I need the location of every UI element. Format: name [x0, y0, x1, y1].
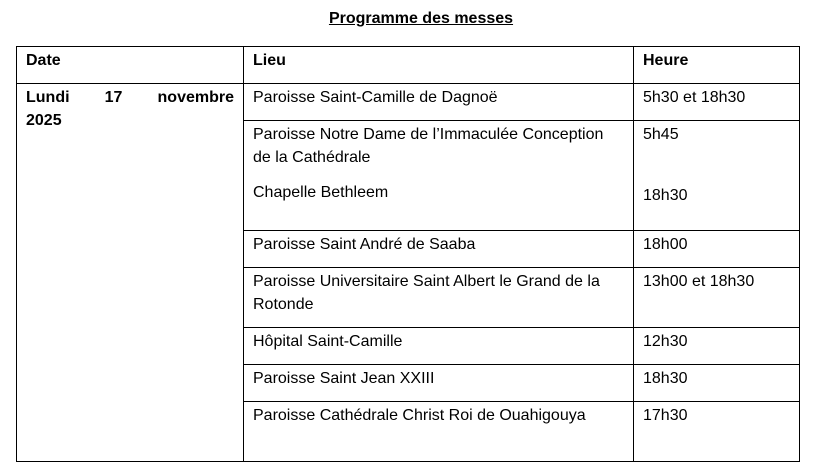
date-month: novembre [157, 89, 234, 106]
header-heure: Heure [634, 47, 800, 84]
heure-cell: 17h30 [634, 402, 800, 462]
date-day: Lundi [26, 89, 70, 106]
date-line [26, 86, 234, 109]
date-number: 17 [104, 89, 123, 106]
lieu-cell: Hôpital Saint-Camille [244, 328, 634, 365]
heure-text: 18h30 [643, 187, 688, 204]
table-row [17, 84, 800, 121]
heure-cell: 13h00 et 18h30 [634, 268, 800, 328]
lieu-cell: Paroisse Saint-Camille de Dagnoë [244, 84, 634, 121]
heure-cell: 18h00 [634, 231, 800, 268]
lieu-cell: Paroisse Universitaire Saint Albert le Grand de la Rotonde [244, 268, 634, 328]
heure-text: 5h45 [643, 126, 679, 143]
lieu-cell: Paroisse Saint André de Saaba [244, 231, 634, 268]
header-lieu: Lieu [244, 47, 634, 84]
page-title: Programme des messes [328, 10, 514, 27]
table-header-row [17, 47, 800, 84]
lieu-cell: Paroisse Cathédrale Christ Roi de Ouahigouya [244, 402, 634, 462]
lieu-text: Chapelle Bethleem [253, 184, 389, 201]
heure-cell: 18h30 [634, 365, 800, 402]
lieu-cell [244, 121, 634, 231]
heure-cell: 12h30 [634, 328, 800, 365]
date-year: 2025 [26, 112, 62, 129]
mass-schedule-table [16, 46, 800, 462]
header-date: Date [17, 47, 244, 84]
date-cell [17, 84, 244, 462]
lieu-cell: Paroisse Saint Jean XXIII [244, 365, 634, 402]
heure-cell: 5h30 et 18h30 [634, 84, 800, 121]
heure-cell [634, 121, 800, 231]
lieu-text: Paroisse Notre Dame de l’Immaculée Conception de la Cathédrale [253, 126, 604, 166]
